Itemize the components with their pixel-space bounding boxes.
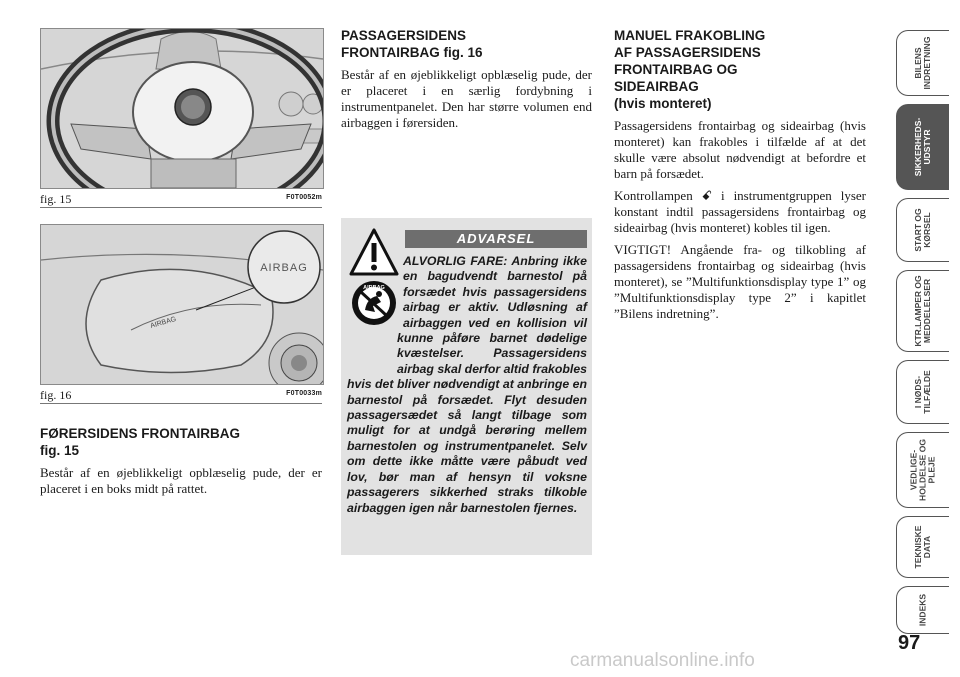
heading-line-3: FRONTAIRBAG OG [614,62,738,77]
heading-line-5: (hvis monteret) [614,96,712,111]
manual-deactivation-section [614,27,866,322]
tab-label: VEDLIGE- HOLDELSE OG PLEJE [908,439,937,501]
figure-15-label: fig. 15 [40,192,72,206]
airbag-cover-text: AIRBAG [149,315,177,330]
steering-wheel-illustration [41,29,323,188]
watermark: carmanualsonline.info [570,650,755,671]
tab-label: I NØDS- TILFÆLDE [913,370,932,414]
tab-label: INDEKS [917,593,928,627]
passenger-airbag-body: Består af en øjeblikkeligt opblæselig pude, der er placeret i en særlig fordybning i instrumentpanelet. Den har større volumen end airbaggen i førersiden. [341,67,592,130]
tab-bilens-indretning[interactable] [896,30,949,96]
driver-airbag-heading-line2: fig. 15 [40,443,80,458]
manual-deactivation-p3: VIGTIGT! Angående fra- og tilkobling af passagersidens frontairbag og sideairbag (hvis monteret), se ”Multifunktionsdisplay type 1” og ”Multifunktionsdisplay type 2” i kapitlet ”Bilens indretning”. [614,242,866,321]
passenger-airbag-heading-line2: FRONTAIRBAG fig. 16 [341,45,483,60]
warning-title: ADVARSEL [405,230,587,248]
tab-label: START OG KØRSEL [913,208,932,252]
figure-15-steering-wheel [40,28,324,189]
page-number: 97 [898,632,921,654]
figure-16-caption [40,388,322,402]
passenger-airbag-section [341,27,592,131]
figure-16-dashboard-airbag [40,224,324,385]
figure-16-rule [40,403,322,404]
figure-15-code: F0T0052m [286,194,322,201]
tab-indeks[interactable] [896,586,949,634]
heading-line-4: SIDEAIRBAG [614,79,699,94]
warning-float-spacer [347,254,403,316]
tab-label: BILENS INDRETNING [913,36,932,90]
driver-airbag-section [40,425,322,497]
airbag-badge-text: AIRBAG [260,262,308,274]
driver-airbag-body: Består af en øjeblikkeligt opblæselig pude, der er placeret i en boks midt på rattet. [40,465,322,496]
warning-float-spacer-2 [347,316,397,362]
warning-text-block [347,254,587,516]
manual-deactivation-p2: Kontrollampen ꗃ i instrumentgruppen lyser konstant indtil passagersidens frontairbag og sideairbag (hvis monteret) kobles til igen. [614,188,866,235]
tab-nodstilfaelde[interactable] [896,360,949,424]
tab-label: SIKKERHEDS- UDSTYR [913,117,932,177]
tab-ktr-lamper[interactable] [896,270,949,352]
tab-start-og-korsel[interactable] [896,198,949,262]
warning-box [341,218,592,555]
tab-vedligeholdelse[interactable] [896,432,949,508]
driver-airbag-heading-line1: FØRERSIDENS FRONTAIRBAG [40,426,241,441]
driver-airbag-heading [40,425,322,459]
passenger-airbag-heading [341,27,592,61]
heading-line-1: MANUEL FRAKOBLING [614,28,766,43]
tab-sikkerhedsudstyr[interactable] [896,104,949,190]
figure-16-label: fig. 16 [40,388,72,402]
figure-15-caption [40,192,322,206]
badge-airbag-text: AIRBAG [363,285,385,291]
passenger-airbag-heading-line1: PASSAGERSIDENS [341,28,467,43]
tab-tekniske-data[interactable] [896,516,949,578]
dashboard-airbag-illustration [41,225,323,384]
manual-deactivation-heading [614,27,866,112]
figure-15-rule [40,207,322,208]
manual-deactivation-p1: Passagersidens frontairbag og sideairbag (hvis monteret) kan frakobles i tilfælde af at det skulle være absolut nødvendigt at befordre et barn på forsædet. [614,118,866,181]
figure-16-code: F0T0033m [286,390,322,397]
warning-text: ALVORLIG FARE: Anbring ikke en bagudvendt barnestol på forsædet hvis passagersidens airbag er aktiv. Udløsning af airbaggen ved en kollision vil kunne påføre barnet dødelige kvæstelser. Passagersidens airbag skal derfor altid frakobles hvis det bliver nødvendigt at anbringe en barnestol på forsædet. Flyt desuden passagersædet så langt tilbage som muligt for at undgå berøring mellem barnestolen og instrumentpanelet. Selv om dette ikke måtte være påbudt ved lov, bør man af hensyn til voksne passagerers sikkerhed straks tilkoble airbaggen igen når barnestolen fjernes. [347,254,587,515]
heading-line-2: AF PASSAGERSIDENS [614,45,761,60]
tab-label: TEKNISKE DATA [913,525,932,569]
tab-label: KTR.LAMPER OG MEDDELELSER [913,275,932,347]
